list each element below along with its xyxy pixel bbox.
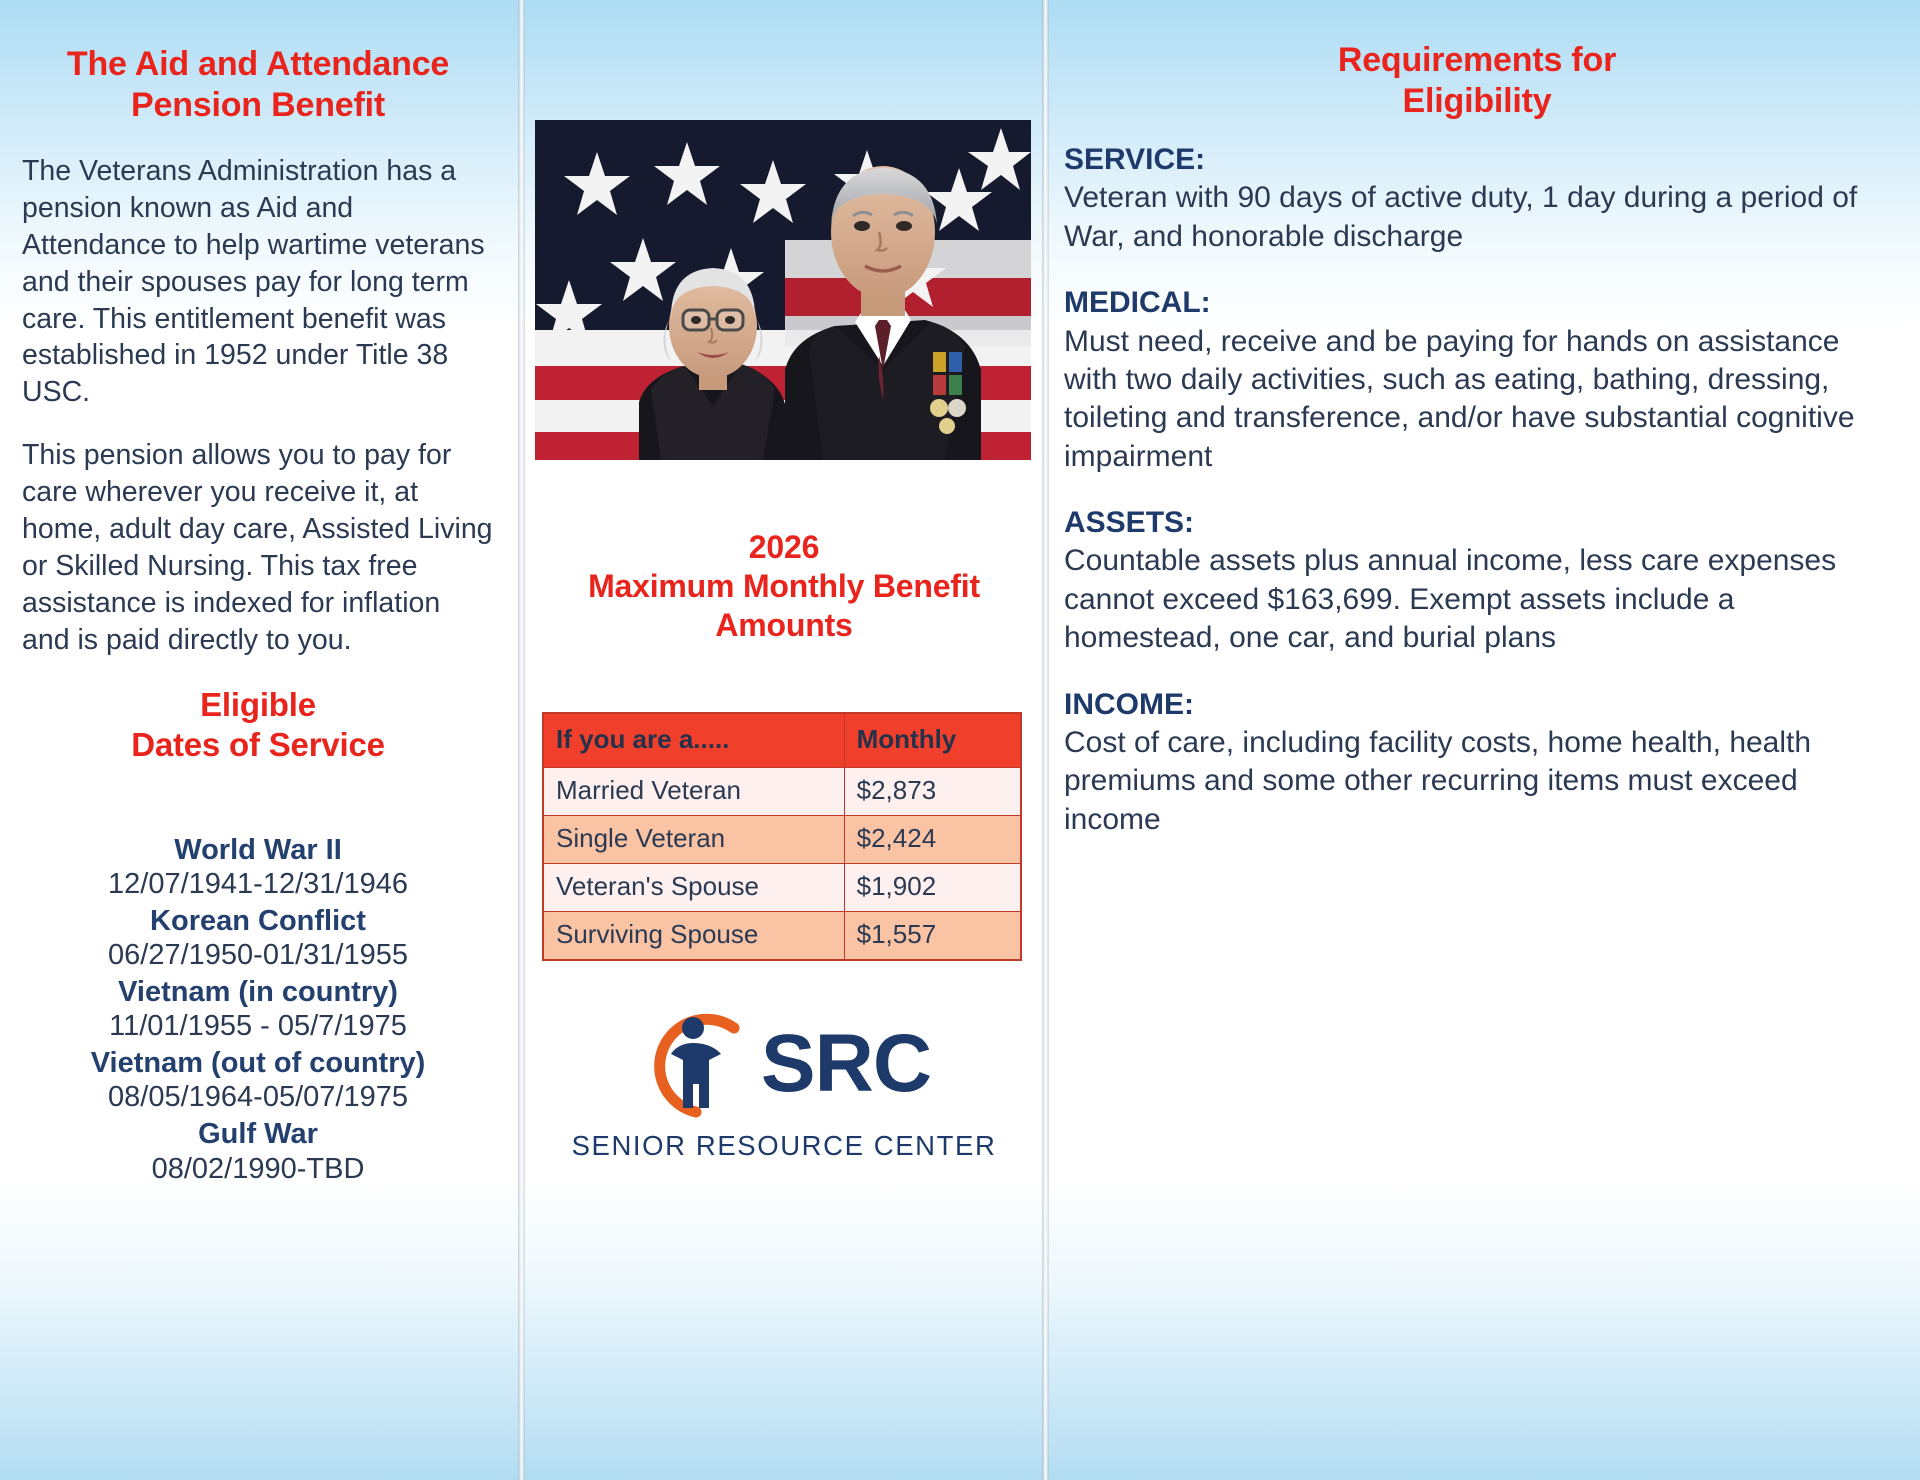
service-period-item	[22, 1117, 494, 1186]
requirements-title-line2: Eligibility	[1402, 82, 1552, 121]
fold-seam-right	[1042, 0, 1049, 1480]
src-acronym: SRC	[760, 1018, 932, 1109]
panel-right	[1048, 0, 1920, 1480]
requirement-label: INCOME:	[1064, 687, 1194, 721]
requirement-section-medical	[1064, 284, 1890, 476]
service-period-name: World War II	[174, 834, 342, 867]
requirement-section-assets	[1064, 504, 1890, 658]
panel-middle	[520, 0, 1048, 1480]
fold-seam-left	[518, 0, 525, 1480]
service-period-dates: 06/27/1950-01/31/1955	[108, 939, 408, 972]
table-cell-category: Surviving Spouse	[543, 912, 844, 961]
service-period-item	[22, 833, 494, 902]
page-title-line1: The Aid and Attendance	[66, 45, 450, 83]
service-period-item	[22, 975, 494, 1044]
table-cell-amount: $1,557	[844, 912, 1021, 961]
src-tagline: SENIOR RESOURCE CENTER	[571, 1130, 997, 1161]
requirement-text: Cost of care, including facility costs, home health, health premiums and some other recurring items must exceed income	[1064, 726, 1812, 836]
eligible-dates-heading-line1: Eligible	[200, 685, 316, 723]
requirement-text: Must need, receive and be paying for hands on assistance with two daily activities, such as eating, bathing, dressing, toileting and transference, and/or have substantial cognitive impairment	[1064, 324, 1855, 473]
intro-paragraph-1: The Veterans Administration has a pension known as Aid and Attendance to help wartime veterans and their spouses pay for long term care. This entitlement benefit was established in 1952 under Title 38 USC.	[22, 154, 485, 409]
service-period-dates: 08/02/1990-TBD	[151, 1152, 365, 1185]
benefit-title-line3: Amounts	[715, 607, 853, 644]
photo-illustration	[535, 120, 1031, 460]
service-period-name: Korean Conflict	[150, 905, 366, 938]
table-row	[543, 816, 1021, 864]
eligible-dates-heading-line2: Dates of Service	[131, 725, 385, 763]
panel-left	[0, 0, 520, 1480]
eligible-dates-heading	[22, 685, 494, 766]
service-period-name: Gulf War	[198, 1118, 318, 1151]
table-row	[543, 864, 1021, 912]
table-cell-category: Veteran's Spouse	[543, 864, 844, 912]
table-cell-amount: $2,424	[844, 816, 1021, 864]
requirement-section-income	[1064, 686, 1890, 840]
service-period-dates: 08/05/1964-05/07/1975	[108, 1081, 408, 1114]
requirement-text: Veteran with 90 days of active duty, 1 day during a period of War, and honorable discharge	[1064, 181, 1858, 253]
page-title-line2: Pension Benefit	[131, 86, 385, 125]
intro-paragraph-2: This pension allows you to pay for care wherever you receive it, at home, adult day care, Assisted Living or Skilled Nursing. This tax free assistance is indexed for inflation and is paid directly to you.	[22, 439, 493, 656]
service-period-dates: 11/01/1955 - 05/7/1975	[109, 1010, 407, 1043]
requirement-text: Countable assets plus annual income, less care expenses cannot exceed $163,699. Exempt assets include a homestead, one car, and burial plans	[1064, 544, 1837, 655]
src-person-swoosh-icon	[637, 1008, 755, 1120]
table-header-category: If you are a.....	[543, 713, 844, 768]
table-cell-category: Single Veteran	[543, 816, 844, 864]
requirements-title-line1: Requirements for	[1337, 41, 1617, 79]
requirement-label: MEDICAL:	[1064, 286, 1211, 320]
service-period-item	[22, 904, 494, 973]
table-cell-amount: $1,902	[844, 864, 1021, 912]
service-period-name: Vietnam (out of country)	[90, 1047, 426, 1080]
page-title	[22, 44, 494, 127]
service-period-dates: 12/07/1941-12/31/1946	[108, 868, 408, 901]
table-cell-amount: $2,873	[844, 768, 1021, 816]
requirement-section-service	[1064, 141, 1890, 256]
table-cell-category: Married Veteran	[543, 768, 844, 816]
table-row	[543, 912, 1021, 961]
service-period-item	[22, 1046, 494, 1115]
benefit-title-line2: Maximum Monthly Benefit	[588, 568, 980, 605]
benefit-amounts-table	[542, 712, 1022, 961]
requirements-title	[1064, 40, 1890, 123]
benefit-title-year: 2026	[748, 529, 820, 565]
table-header-row	[543, 713, 1021, 768]
service-periods-list	[22, 833, 494, 1186]
requirement-label: ASSETS:	[1064, 506, 1195, 540]
table-header-monthly: Monthly	[844, 713, 1021, 768]
veteran-couple-photo	[535, 120, 1031, 460]
requirement-label: SERVICE:	[1064, 142, 1206, 176]
benefit-amounts-title	[520, 528, 1048, 645]
table-row	[543, 768, 1021, 816]
service-period-name: Vietnam (in country)	[118, 976, 398, 1009]
src-logo	[520, 1008, 1048, 1162]
